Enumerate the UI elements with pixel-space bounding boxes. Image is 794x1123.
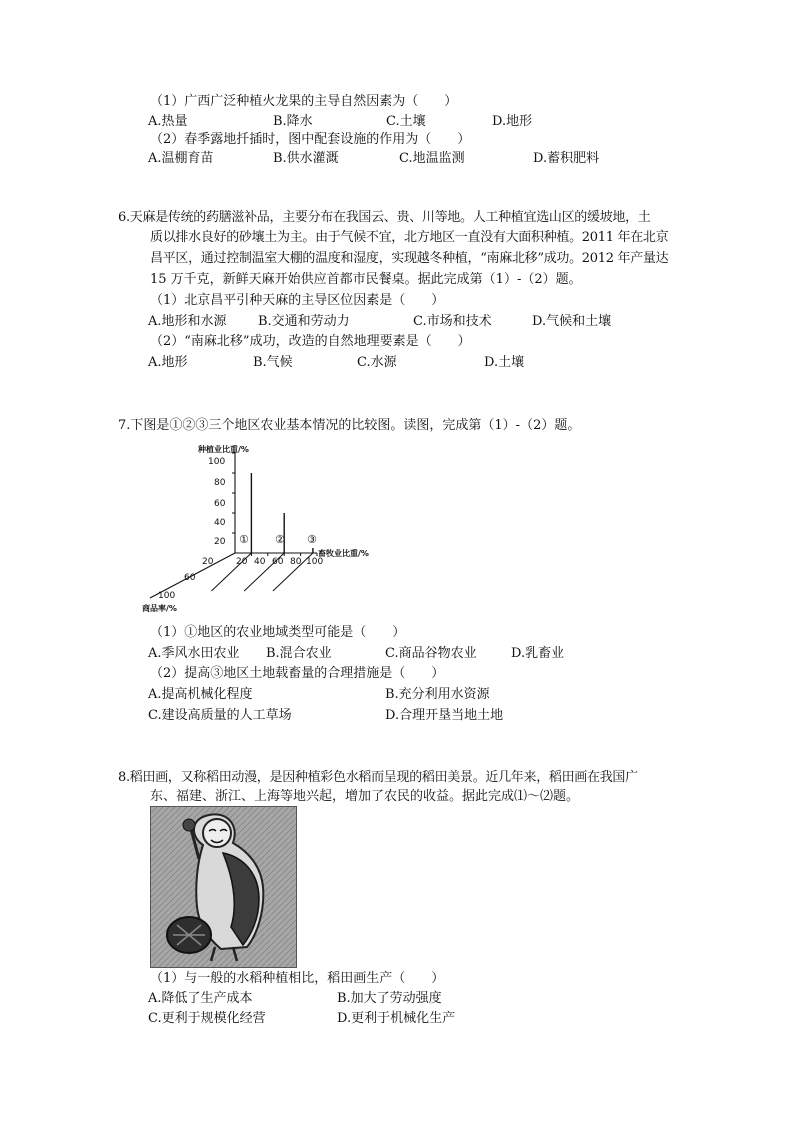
- series-label-1: ①: [239, 533, 249, 546]
- q6-sub2: （2）“南麻北移”成功，改造的自然地理要素是（ ）: [150, 334, 471, 349]
- q6-sub1-option-d: D.气候和土壤: [532, 314, 612, 329]
- q8-sub1-option-c: C.更利于规模化经营: [148, 1011, 266, 1026]
- depth-tick-label-20: 20: [202, 557, 214, 567]
- q7-sub1-option-c: C.商品谷物农业: [385, 646, 477, 661]
- q8-sub1-option-d: D.更利于机械化生产: [337, 1011, 456, 1026]
- rice-paddy-art-photo: [150, 806, 297, 968]
- q5-sub1-option-a: A.热量: [148, 114, 188, 129]
- q7-sub1-option-a: A.季风水田农业: [148, 646, 240, 661]
- q5-sub2-option-c: C.地温监测: [399, 151, 465, 166]
- q5-sub2: （2）春季露地扦插时，图中配套设施的作用为（ ）: [150, 132, 471, 147]
- q5-sub1: （1）广西广泛种植火龙果的主导自然因素为（ ）: [150, 94, 458, 109]
- q8-sub1: （1）与一般的水稻种植相比，稻田画生产（ ）: [150, 971, 445, 986]
- q5-sub1-option-c: C.土壤: [386, 114, 426, 129]
- q7-sub2-option-a: A.提高机械化程度: [148, 687, 253, 702]
- q7-sub2: （2）提高③地区土地载畜量的合理措施是（ ）: [150, 666, 445, 681]
- q7-stem: 7.下图是①②③三个地区农业基本情况的比较图。读图，完成第（1）-（2）题。: [118, 418, 581, 433]
- depth-tick-label-100: 100: [158, 591, 176, 601]
- q6-sub1-option-c: C.市场和技术: [413, 314, 492, 329]
- v-tick-label-80: 80: [214, 478, 226, 488]
- q6-stem-line-2: 质以排水良好的砂壤土为主。由于气候不宜，北方地区一直没有大面积种植。2011 年在北京: [150, 230, 669, 245]
- q7-sub1: （1）①地区的农业地域类型可能是（ ）: [150, 625, 406, 640]
- q7-sub1-option-b: B.混合农业: [266, 646, 332, 661]
- q6-sub2-option-c: C.水源: [357, 355, 397, 370]
- depth-tick-label-60: 60: [184, 573, 196, 583]
- q6-sub2-option-d: D.土壤: [484, 355, 525, 370]
- q5-sub1-option-b: B.降水: [273, 114, 313, 129]
- agriculture-comparison-chart: [140, 440, 369, 615]
- q5-sub1-option-d: D.地形: [492, 114, 533, 129]
- v-tick-label-60: 60: [214, 499, 226, 509]
- q8-sub1-option-a: A.降低了生产成本: [148, 991, 253, 1006]
- q8-sub1-option-b: B.加大了劳动强度: [337, 991, 442, 1006]
- h-tick-label-100: 100: [306, 557, 324, 567]
- q8-stem-line-1: 8.稻田画，又称稻田动漫，是因种植彩色水稻而呈现的稻田美景。近几年来，稻田画在我国广: [118, 770, 638, 785]
- q7-sub2-option-b: B.充分利用水资源: [385, 687, 490, 702]
- q6-stem-line-4: 15 万千克，新鲜天麻开始供应首都市民餐桌。据此完成第（1）-（2）题。: [150, 272, 582, 287]
- q5-sub2-option-a: A.温棚育苗: [148, 151, 214, 166]
- horizontal-axis-label: 畜牧业比重/%: [318, 549, 369, 558]
- q5-sub2-option-d: D.蓄积肥料: [533, 151, 600, 166]
- v-tick-label-40: 40: [214, 518, 226, 528]
- q6-sub2-option-a: A.地形: [148, 355, 188, 370]
- q6-stem-line-1: 6.天麻是传统的药膳滋补品，主要分布在我国云、贵、川等地。人工种植宜选山区的缓坡地，土: [118, 210, 651, 225]
- h-tick-label-80: 80: [290, 557, 302, 567]
- h-tick-label-20: 20: [236, 557, 248, 567]
- q7-sub1-option-d: D.乳畜业: [511, 646, 565, 661]
- q6-stem-line-3: 昌平区，通过控制温室大棚的温度和湿度，实现越冬种植，“南麻北移”成功。2012 年产量达: [150, 251, 669, 266]
- series-label-3: ③: [307, 533, 317, 546]
- q6-sub2-option-b: B.气候: [253, 355, 293, 370]
- q5-sub2-option-b: B.供水灌溉: [273, 151, 339, 166]
- q6-sub1-option-b: B.交通和劳动力: [258, 314, 350, 329]
- v-tick-label-100: 100: [208, 457, 226, 467]
- q8-stem-line-2: 东、福建、浙江、上海等地兴起，增加了农民的收益。据此完成⑴～⑵题。: [150, 789, 580, 804]
- q6-sub1-option-a: A.地形和水源: [148, 314, 227, 329]
- depth-axis-label: 商品率/%: [142, 604, 177, 613]
- h-tick-label-60: 60: [272, 557, 284, 567]
- q6-sub1: （1）北京昌平引种天麻的主导区位因素是（ ）: [150, 293, 445, 308]
- v-tick-label-20: 20: [214, 537, 226, 547]
- series-label-2: ②: [275, 533, 285, 546]
- vertical-axis-label: 种植业比重/%: [198, 445, 249, 454]
- h-tick-label-40: 40: [254, 557, 266, 567]
- q7-sub2-option-d: D.合理开垦当地土地: [385, 708, 504, 723]
- q7-sub2-option-c: C.建设高质量的人工草场: [148, 708, 292, 723]
